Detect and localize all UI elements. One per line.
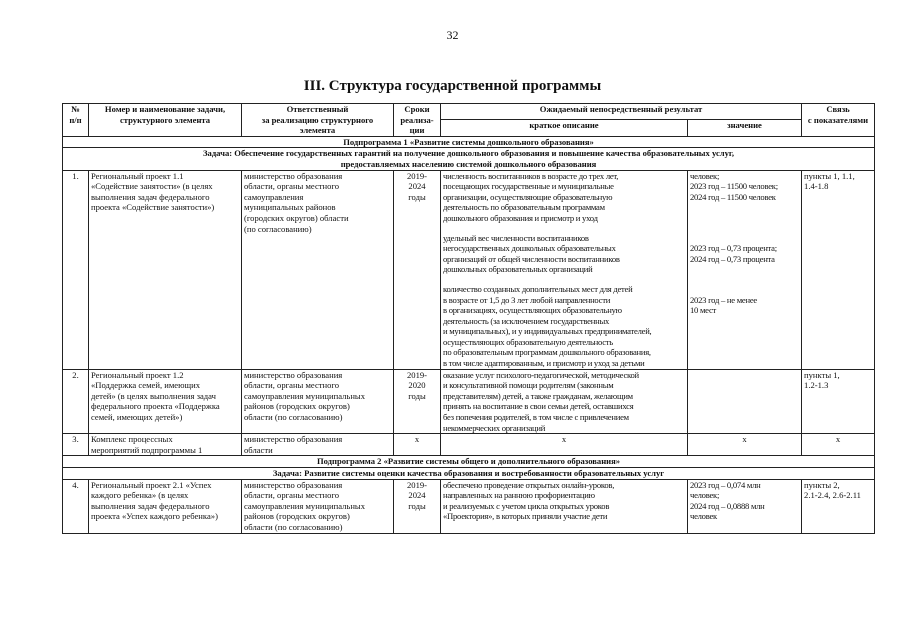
row-2-description: оказание услуг психолого-педагогической, методической и консультативной помощи родителям (законным представителям) детей, а также гражданам, желающим принять на воспитание в свои семьи детей, оставшихся без попечения родителей, в том числе с привлечением некоммерческих организаций — [441, 369, 688, 434]
task-row — [63, 148, 875, 170]
header-responsible: Ответственный за реализацию структурного элемента — [242, 104, 394, 137]
row-2-value — [688, 369, 802, 434]
table-row — [63, 479, 875, 533]
row-3-num: 3. — [63, 434, 89, 456]
row-4-num: 4. — [63, 479, 89, 533]
row-1-terms: 2019- 2024 годы — [394, 170, 441, 369]
header-terms: Сроки реализа- ции — [394, 104, 441, 137]
header-expected-result: Ожидаемый непосредственный результат — [441, 104, 802, 120]
row-3-responsible: министерство образования области — [242, 434, 394, 456]
subprogram-row — [63, 136, 875, 148]
row-3-description: х — [441, 434, 688, 456]
row-4-name: Региональный проект 2.1 «Успех каждого ребенка» (в целях выполнения задач федерального проекта «Успех каждого ребенка») — [89, 479, 242, 533]
row-3-name: Комплекс процессных мероприятий подпрограммы 1 — [89, 434, 242, 456]
row-4-link: пункты 2, 2.1-2.4, 2.6-2.11 — [802, 479, 875, 533]
row-3-link: х — [802, 434, 875, 456]
header-name: Номер и наименование задачи, структурного элемента — [89, 104, 242, 137]
row-4-terms: 2019- 2024 годы — [394, 479, 441, 533]
row-4-description: обеспечено проведение открытых онлайн-уроков, направленных на раннюю профориентацию и реализуемых с учетом цикла открытых уроков «Проектория», в которых приняли участие дети — [441, 479, 688, 533]
row-4-value: 2023 год – 0,074 млн человек; 2024 год – 0,0888 млн человек — [688, 479, 802, 533]
row-1-responsible: министерство образования области, органы местного самоуправления муниципальных районов (городских округов) области (по согласованию) — [242, 170, 394, 369]
subprogram-2-title: Подпрограмма 2 «Развитие системы общего и дополнительного образования» — [63, 456, 875, 468]
row-3-terms: х — [394, 434, 441, 456]
row-2-name: Региональный проект 1.2 «Поддержка семей, имеющих детей» (в целях выполнения задач федерального проекта «Поддержка семей, имеющих детей») — [89, 369, 242, 434]
program-structure-table — [62, 103, 875, 534]
row-2-num: 2. — [63, 369, 89, 434]
table-header-row — [63, 104, 875, 120]
row-1-description: численность воспитанников в возрасте до трех лет, посещающих государственные и муниципальные организации, осуществляющие образовательную деятельность по образовательным программам дошкольного образования и присмотр и уход удельный вес численности воспитанников негосударственных дошкольных образовательных организаций от общей численности воспитанников дошкольных образовательных организаций количество созданных дополнительных мест для детей в возрасте от 1,5 до 3 лет любой направленности в организациях, осуществляющих образовательную деятельность (за исключением государственных и муниципальных), и у индивидуальных предпринимателей, осуществляющих образовательную деятельность по образовательным программам дошкольного образования, в том числе адаптированным, и присмотр и уход за детьми — [441, 170, 688, 369]
subprogram-row — [63, 456, 875, 468]
header-link: Связь с показателями — [802, 104, 875, 137]
header-num: № п/п — [63, 104, 89, 137]
row-2-responsible: министерство образования области, органы местного самоуправления муниципальных районов (городских округов) области (по согласованию) — [242, 369, 394, 434]
row-2-terms: 2019- 2020 годы — [394, 369, 441, 434]
subprogram-1-title: Подпрограмма 1 «Развитие системы дошкольного образования» — [63, 136, 875, 148]
task-2-title: Задача: Развитие системы оценки качества образования и востребованности образовательных услуг — [63, 468, 875, 480]
row-1-link: пункты 1, 1.1, 1.4-1.8 — [802, 170, 875, 369]
row-1-value: человек; 2023 год – 11500 человек; 2024 год – 11500 человек 2023 год – 0,73 процента; 2024 год – 0,73 процента 2023 год – не менее 10 мест — [688, 170, 802, 369]
row-3-value: х — [688, 434, 802, 456]
task-1-title: Задача: Обеспечение государственных гарантий на получение дошкольного образования и повышение качества образовательных услуг, предоставляемых населению системой дошкольного образования — [63, 148, 875, 170]
header-short-description: краткое описание — [441, 120, 688, 136]
header-value: значение — [688, 120, 802, 136]
task-row — [63, 468, 875, 480]
table-row — [63, 369, 875, 434]
page-number: 32 — [446, 28, 459, 42]
row-1-name: Региональный проект 1.1 «Содействие занятости» (в целях выполнения задач федерального проекта «Содействие занятости») — [89, 170, 242, 369]
row-1-num: 1. — [63, 170, 89, 369]
row-4-responsible: министерство образования области, органы местного самоуправления муниципальных районов (городских округов) области (по согласованию) — [242, 479, 394, 533]
table-row — [63, 434, 875, 456]
table-row — [63, 170, 875, 369]
row-2-link: пункты 1, 1.2-1.3 — [802, 369, 875, 434]
document-title: III. Структура государственной программы — [303, 78, 602, 94]
